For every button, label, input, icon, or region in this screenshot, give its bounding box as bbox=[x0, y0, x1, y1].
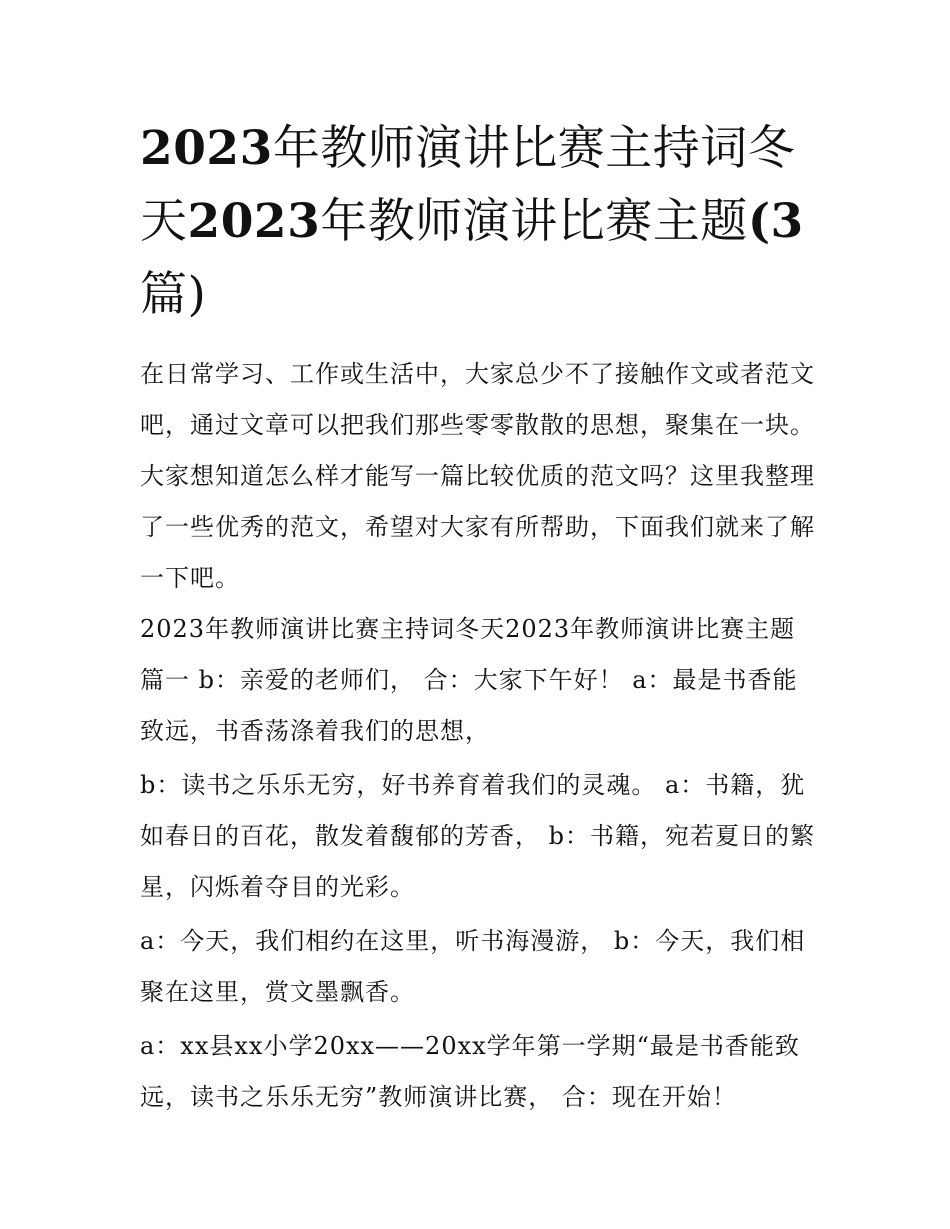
title-year-1: 2023 bbox=[140, 121, 273, 176]
title-year-2: 2023 bbox=[187, 194, 321, 249]
intro-paragraph: 在日常学习、工作或生活中，大家总少不了接触作文或者范文吧，通过文章可以把我们那些零零散散的思想，聚集在一块。大家想知道怎么样才能写一篇比较优质的范文吗？这里我整理了一些优秀的范文，希望对大家有所帮助，下面我们就来了解一下吧。 bbox=[140, 360, 815, 592]
title-text-2: 年教师演讲比赛主题 bbox=[320, 194, 748, 249]
body-paragraph: 2023年教师演讲比赛主持词冬天2023年教师演讲比赛主题篇一 b：亲爱的老师们， 合：大家下午好！ a：最是书香能致远，书香荡涤着我们的思想， bbox=[140, 615, 798, 745]
title-count: (3 bbox=[747, 194, 804, 249]
title-text-3: 篇) bbox=[140, 267, 207, 322]
document-body bbox=[140, 112, 820, 1126]
body-paragraph: b：读书之乐乐无穷，好书养育着我们的灵魂。 a：书籍，犹如春日的百花，散发着馥郁的芳香， b：书籍，宛若夏日的繁星，闪烁着夺目的光彩。 bbox=[140, 771, 815, 901]
body-paragraph: a：xx县xx小学20xx——20xx学年第一学期“最是书香能致远，读书之乐乐无穷”教师演讲比赛， 合：现在开始！ bbox=[140, 1032, 800, 1111]
title-text-1: 年教师演讲比赛主持词冬天 bbox=[140, 121, 796, 249]
document-title bbox=[140, 112, 820, 331]
body-paragraph: a：今天，我们相约在这里，听书海漫游， b：今天，我们相聚在这里，赏文墨飘香。 bbox=[140, 927, 806, 1006]
